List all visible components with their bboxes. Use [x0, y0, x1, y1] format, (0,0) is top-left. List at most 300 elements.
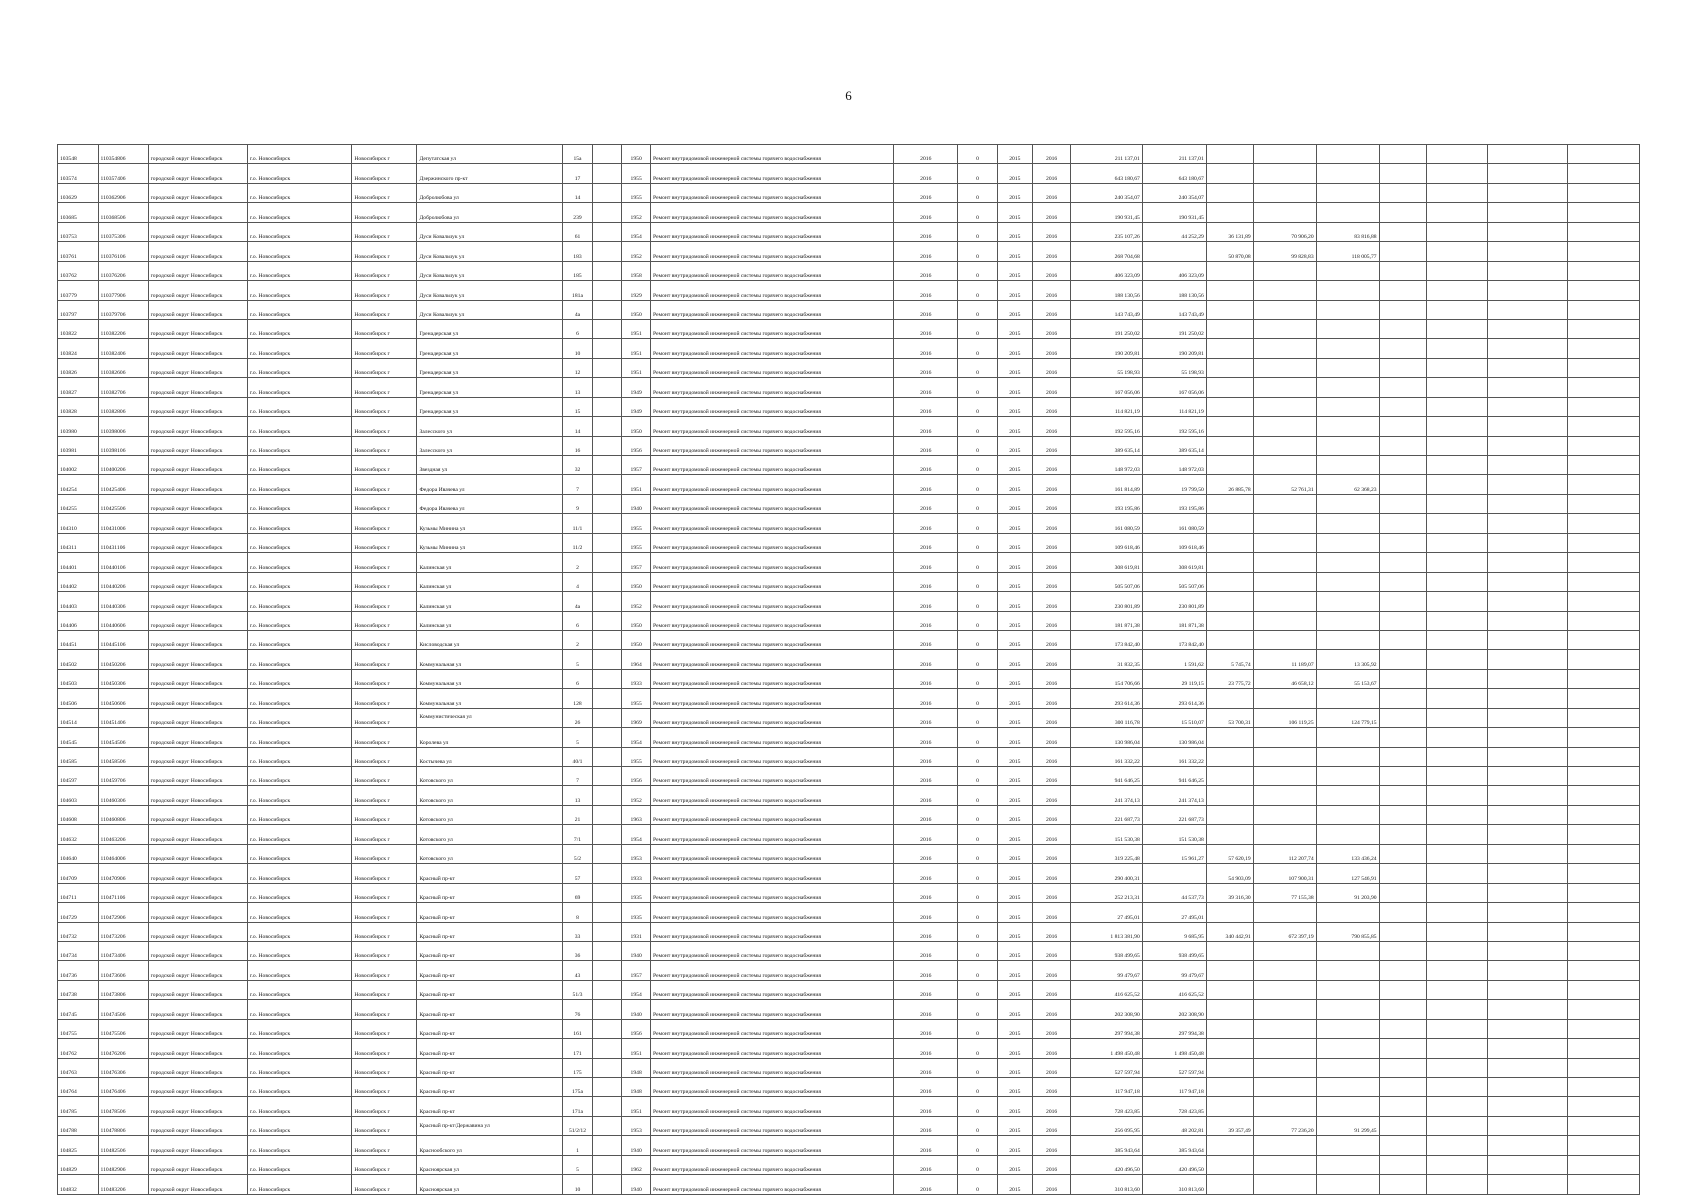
table-row	[58, 319, 1640, 338]
street-cell: Красный пр-кт	[417, 961, 562, 980]
table-row	[58, 805, 1640, 824]
cost-2-cell	[1206, 1019, 1253, 1038]
settlement-cell: г.о. Новосибирск	[247, 941, 352, 960]
cost-4-cell	[1316, 572, 1379, 591]
locality-cell: Новосибирск г	[352, 203, 417, 222]
house-cell: 7	[562, 767, 593, 786]
table-row	[58, 1000, 1640, 1019]
plan-year-cell: 2016	[894, 728, 958, 747]
house-cell: 36	[562, 941, 593, 960]
build-year-cell: 1950	[622, 572, 651, 591]
district-cell: городской округ Новосибирск	[148, 261, 247, 280]
total-cost-cell: 181 871,38	[1071, 611, 1142, 630]
plan-year-cell: 2016	[894, 689, 958, 708]
total-cost-cell: 297 994,38	[1071, 1019, 1142, 1038]
blank-cell	[1488, 747, 1568, 766]
blank-cell	[1488, 1175, 1568, 1194]
year-to-cell: 2016	[1032, 689, 1070, 708]
blank-cell	[1568, 261, 1640, 280]
street-cell: Коммунальная ул	[417, 669, 562, 688]
blank-cell	[1379, 805, 1426, 824]
settlement-cell: г.о. Новосибирск	[247, 261, 352, 280]
blank-cell	[1568, 961, 1640, 980]
blank-cell	[1488, 592, 1568, 611]
total-cost-cell: 55 198,93	[1071, 358, 1142, 377]
blank-cell	[1568, 203, 1640, 222]
cost-4-cell	[1316, 689, 1379, 708]
blank-cell	[593, 592, 622, 611]
code-cell: 110440606	[98, 611, 148, 630]
blank-cell	[1488, 1116, 1568, 1135]
table-row	[58, 592, 1640, 611]
id-cell: 104764	[58, 1078, 99, 1097]
build-year-cell: 1949	[622, 378, 651, 397]
build-year-cell: 1949	[622, 397, 651, 416]
locality-cell: Новосибирск г	[352, 1000, 417, 1019]
blank-cell	[1379, 1136, 1426, 1155]
year-to-cell: 2016	[1032, 281, 1070, 300]
cost-3-cell	[1253, 767, 1316, 786]
house-cell: 5	[562, 1155, 593, 1174]
cost-2-cell	[1206, 630, 1253, 649]
id-cell: 104632	[58, 825, 99, 844]
street-cell: Дуси Ковальчук ул	[417, 222, 562, 241]
build-year-cell: 1954	[622, 728, 651, 747]
blank-cell	[1426, 553, 1488, 572]
street-cell: Котовского ул	[417, 844, 562, 863]
house-cell: 61	[562, 222, 593, 241]
cost-4-cell	[1316, 456, 1379, 475]
cost-1-cell: 9 685,95	[1142, 922, 1206, 941]
cost-4-cell	[1316, 203, 1379, 222]
table-row	[58, 222, 1640, 241]
cost-4-cell: 13 305,92	[1316, 650, 1379, 669]
plan-year-cell: 2016	[894, 1019, 958, 1038]
blank-cell	[1488, 1155, 1568, 1174]
cost-2-cell	[1206, 145, 1253, 164]
cost-2-cell	[1206, 903, 1253, 922]
settlement-cell: г.о. Новосибирск	[247, 1019, 352, 1038]
zero-cell: 0	[958, 436, 997, 455]
cost-3-cell	[1253, 1136, 1316, 1155]
table-row	[58, 708, 1640, 727]
year-to-cell: 2016	[1032, 1155, 1070, 1174]
street-cell: Федора Ивачева ул	[417, 475, 562, 494]
year-to-cell: 2016	[1032, 475, 1070, 494]
year-from-cell: 2015	[997, 941, 1032, 960]
year-from-cell: 2015	[997, 183, 1032, 202]
code-cell: 110368506	[98, 203, 148, 222]
blank-cell	[1488, 961, 1568, 980]
locality-cell: Новосибирск г	[352, 592, 417, 611]
cost-2-cell	[1206, 961, 1253, 980]
zero-cell: 0	[958, 261, 997, 280]
house-cell: 32	[562, 456, 593, 475]
blank-cell	[1426, 844, 1488, 863]
district-cell: городской округ Новосибирск	[148, 417, 247, 436]
blank-cell	[1488, 708, 1568, 727]
table-row	[58, 1175, 1640, 1194]
build-year-cell: 1940	[622, 1000, 651, 1019]
work-type-cell: Ремонт внутридомовой инженерной системы горячего водоснабжения	[651, 339, 894, 358]
blank-cell	[1426, 1039, 1488, 1058]
zero-cell: 0	[958, 903, 997, 922]
blank-cell	[1426, 1155, 1488, 1174]
id-cell: 104514	[58, 708, 99, 727]
year-to-cell: 2016	[1032, 1078, 1070, 1097]
blank-cell	[1568, 553, 1640, 572]
blank-cell	[593, 805, 622, 824]
locality-cell: Новосибирск г	[352, 300, 417, 319]
settlement-cell: г.о. Новосибирск	[247, 164, 352, 183]
cost-4-cell: 124 779,15	[1316, 708, 1379, 727]
plan-year-cell: 2016	[894, 261, 958, 280]
cost-1-cell	[1142, 242, 1206, 261]
blank-cell	[1379, 825, 1426, 844]
house-cell: 40/1	[562, 747, 593, 766]
cost-1-cell: 193 195,86	[1142, 494, 1206, 513]
year-from-cell: 2015	[997, 358, 1032, 377]
work-type-cell: Ремонт внутридомовой инженерной системы горячего водоснабжения	[651, 1116, 894, 1135]
settlement-cell: г.о. Новосибирск	[247, 767, 352, 786]
blank-cell	[1568, 883, 1640, 902]
plan-year-cell: 2016	[894, 514, 958, 533]
district-cell: городской округ Новосибирск	[148, 222, 247, 241]
year-from-cell: 2015	[997, 669, 1032, 688]
blank-cell	[1488, 1078, 1568, 1097]
year-to-cell: 2016	[1032, 397, 1070, 416]
code-cell: 110425506	[98, 494, 148, 513]
year-from-cell: 2015	[997, 592, 1032, 611]
cost-4-cell	[1316, 767, 1379, 786]
district-cell: городской округ Новосибирск	[148, 669, 247, 688]
id-cell: 103826	[58, 358, 99, 377]
street-cell: Гренадерская ул	[417, 397, 562, 416]
work-type-cell: Ремонт внутридомовой инженерной системы горячего водоснабжения	[651, 844, 894, 863]
zero-cell: 0	[958, 319, 997, 338]
cost-4-cell	[1316, 786, 1379, 805]
plan-year-cell: 2016	[894, 164, 958, 183]
district-cell: городской округ Новосибирск	[148, 553, 247, 572]
locality-cell: Новосибирск г	[352, 281, 417, 300]
cost-4-cell: 55 153,67	[1316, 669, 1379, 688]
cost-2-cell	[1206, 183, 1253, 202]
blank-cell	[1488, 883, 1568, 902]
year-to-cell: 2016	[1032, 242, 1070, 261]
blank-cell	[1379, 1078, 1426, 1097]
cost-2-cell	[1206, 319, 1253, 338]
blank-cell	[1379, 339, 1426, 358]
district-cell: городской округ Новосибирск	[148, 961, 247, 980]
cost-3-cell	[1253, 1097, 1316, 1116]
cost-3-cell	[1253, 689, 1316, 708]
blank-cell	[1379, 883, 1426, 902]
blank-cell	[1426, 669, 1488, 688]
locality-cell: Новосибирск г	[352, 844, 417, 863]
cost-2-cell: 57 620,19	[1206, 844, 1253, 863]
district-cell: городской округ Новосибирск	[148, 805, 247, 824]
code-cell: 110473206	[98, 922, 148, 941]
year-from-cell: 2015	[997, 864, 1032, 883]
street-cell: Котовского ул	[417, 767, 562, 786]
cost-4-cell	[1316, 611, 1379, 630]
blank-cell	[593, 864, 622, 883]
id-cell: 104709	[58, 864, 99, 883]
blank-cell	[1426, 242, 1488, 261]
table-row	[58, 339, 1640, 358]
blank-cell	[1379, 203, 1426, 222]
year-from-cell: 2015	[997, 242, 1032, 261]
blank-cell	[1426, 533, 1488, 552]
blank-cell	[1568, 397, 1640, 416]
build-year-cell: 1950	[622, 630, 651, 649]
code-cell: 110382706	[98, 378, 148, 397]
work-type-cell: Ремонт внутридомовой инженерной системы горячего водоснабжения	[651, 203, 894, 222]
blank-cell	[1488, 436, 1568, 455]
cost-2-cell	[1206, 514, 1253, 533]
blank-cell	[1379, 456, 1426, 475]
blank-cell	[1488, 164, 1568, 183]
street-cell: Королева ул	[417, 728, 562, 747]
work-type-cell: Ремонт внутридомовой инженерной системы горячего водоснабжения	[651, 417, 894, 436]
blank-cell	[1379, 1039, 1426, 1058]
blank-cell	[593, 1039, 622, 1058]
table-row	[58, 378, 1640, 397]
plan-year-cell: 2016	[894, 145, 958, 164]
work-type-cell: Ремонт внутридомовой инженерной системы горячего водоснабжения	[651, 630, 894, 649]
zero-cell: 0	[958, 805, 997, 824]
street-cell: Калинская ул	[417, 572, 562, 591]
cost-1-cell: 293 614,36	[1142, 689, 1206, 708]
plan-year-cell: 2016	[894, 1000, 958, 1019]
locality-cell: Новосибирск г	[352, 1058, 417, 1077]
blank-cell	[593, 475, 622, 494]
blank-cell	[593, 786, 622, 805]
blank-cell	[593, 1000, 622, 1019]
house-cell: 5/2	[562, 844, 593, 863]
district-cell: городской округ Новосибирск	[148, 825, 247, 844]
total-cost-cell: 290 400,31	[1071, 864, 1142, 883]
plan-year-cell: 2016	[894, 767, 958, 786]
cost-2-cell	[1206, 728, 1253, 747]
settlement-cell: г.о. Новосибирск	[247, 456, 352, 475]
build-year-cell: 1951	[622, 339, 651, 358]
zero-cell: 0	[958, 1116, 997, 1135]
year-to-cell: 2016	[1032, 494, 1070, 513]
locality-cell: Новосибирск г	[352, 630, 417, 649]
locality-cell: Новосибирск г	[352, 222, 417, 241]
plan-year-cell: 2016	[894, 475, 958, 494]
work-type-cell: Ремонт внутридомовой инженерной системы горячего водоснабжения	[651, 922, 894, 941]
build-year-cell: 1935	[622, 903, 651, 922]
page-number: 6	[845, 88, 852, 103]
house-cell: 11/2	[562, 533, 593, 552]
table-row	[58, 164, 1640, 183]
blank-cell	[1568, 669, 1640, 688]
blank-cell	[1488, 728, 1568, 747]
work-type-cell: Ремонт внутридомовой инженерной системы горячего водоснабжения	[651, 319, 894, 338]
cost-3-cell	[1253, 339, 1316, 358]
id-cell: 104745	[58, 1000, 99, 1019]
district-cell: городской округ Новосибирск	[148, 339, 247, 358]
locality-cell: Новосибирск г	[352, 961, 417, 980]
cost-2-cell	[1206, 358, 1253, 377]
blank-cell	[593, 825, 622, 844]
blank-cell	[1379, 1058, 1426, 1077]
blank-cell	[1379, 1000, 1426, 1019]
id-cell: 104832	[58, 1175, 99, 1194]
blank-cell	[1379, 1175, 1426, 1194]
total-cost-cell: 235 107,26	[1071, 222, 1142, 241]
total-cost-cell: 319 225,48	[1071, 844, 1142, 863]
blank-cell	[1568, 145, 1640, 164]
total-cost-cell: 192 595,16	[1071, 417, 1142, 436]
cost-1-cell: 114 821,19	[1142, 397, 1206, 416]
cost-2-cell	[1206, 261, 1253, 280]
blank-cell	[1568, 844, 1640, 863]
work-type-cell: Ремонт внутридомовой инженерной системы горячего водоснабжения	[651, 1019, 894, 1038]
district-cell: городской округ Новосибирск	[148, 203, 247, 222]
id-cell: 104711	[58, 883, 99, 902]
year-from-cell: 2015	[997, 630, 1032, 649]
settlement-cell: г.о. Новосибирск	[247, 1058, 352, 1077]
locality-cell: Новосибирск г	[352, 825, 417, 844]
cost-4-cell	[1316, 397, 1379, 416]
build-year-cell: 1969	[622, 708, 651, 727]
blank-cell	[593, 417, 622, 436]
code-cell: 110450206	[98, 650, 148, 669]
build-year-cell: 1940	[622, 494, 651, 513]
blank-cell	[1379, 1097, 1426, 1116]
build-year-cell: 1958	[622, 261, 651, 280]
street-cell: Краснообского ул	[417, 1136, 562, 1155]
blank-cell	[1426, 1175, 1488, 1194]
locality-cell: Новосибирск г	[352, 319, 417, 338]
cost-3-cell: 106 119,25	[1253, 708, 1316, 727]
id-cell: 103629	[58, 183, 99, 202]
code-cell: 110354806	[98, 145, 148, 164]
plan-year-cell: 2016	[894, 1078, 958, 1097]
total-cost-cell: 300 116,78	[1071, 708, 1142, 727]
street-cell: Красный пр-кт	[417, 1078, 562, 1097]
total-cost-cell: 190 931,45	[1071, 203, 1142, 222]
house-cell: 183	[562, 242, 593, 261]
blank-cell	[1488, 941, 1568, 960]
blank-cell	[1488, 397, 1568, 416]
blank-cell	[1488, 922, 1568, 941]
year-to-cell: 2016	[1032, 319, 1070, 338]
house-cell: 4	[562, 572, 593, 591]
plan-year-cell: 2016	[894, 708, 958, 727]
id-cell: 104763	[58, 1058, 99, 1077]
district-cell: городской округ Новосибирск	[148, 1097, 247, 1116]
code-cell: 110470906	[98, 864, 148, 883]
plan-year-cell: 2016	[894, 456, 958, 475]
blank-cell	[593, 145, 622, 164]
street-cell: Коммунистическая ул	[417, 708, 562, 727]
blank-cell	[1379, 922, 1426, 941]
zero-cell: 0	[958, 883, 997, 902]
cost-4-cell	[1316, 1155, 1379, 1174]
cost-1-cell: 188 130,56	[1142, 281, 1206, 300]
house-cell: 76	[562, 1000, 593, 1019]
year-from-cell: 2015	[997, 261, 1032, 280]
id-cell: 104402	[58, 572, 99, 591]
settlement-cell: г.о. Новосибирск	[247, 1078, 352, 1097]
district-cell: городской округ Новосибирск	[148, 786, 247, 805]
cost-3-cell	[1253, 553, 1316, 572]
work-type-cell: Ремонт внутридомовой инженерной системы горячего водоснабжения	[651, 650, 894, 669]
table-row	[58, 281, 1640, 300]
locality-cell: Новосибирск г	[352, 1136, 417, 1155]
id-cell: 104310	[58, 514, 99, 533]
id-cell: 104734	[58, 941, 99, 960]
street-cell: Кузьмы Минина ул	[417, 533, 562, 552]
settlement-cell: г.о. Новосибирск	[247, 980, 352, 999]
district-cell: городской округ Новосибирск	[148, 1019, 247, 1038]
house-cell: 161	[562, 1019, 593, 1038]
locality-cell: Новосибирск г	[352, 611, 417, 630]
total-cost-cell: 202 308,90	[1071, 1000, 1142, 1019]
blank-cell	[1379, 786, 1426, 805]
total-cost-cell: 941 646,25	[1071, 767, 1142, 786]
house-cell: 239	[562, 203, 593, 222]
cost-3-cell	[1253, 417, 1316, 436]
blank-cell	[1379, 222, 1426, 241]
table-row	[58, 825, 1640, 844]
year-to-cell: 2016	[1032, 650, 1070, 669]
total-cost-cell: 211 137,01	[1071, 145, 1142, 164]
blank-cell	[1426, 378, 1488, 397]
blank-cell	[1379, 397, 1426, 416]
code-cell: 110483206	[98, 1175, 148, 1194]
plan-year-cell: 2016	[894, 417, 958, 436]
code-cell: 110482906	[98, 1155, 148, 1174]
blank-cell	[1379, 281, 1426, 300]
cost-4-cell	[1316, 378, 1379, 397]
cost-2-cell	[1206, 1155, 1253, 1174]
total-cost-cell: 420 496,50	[1071, 1155, 1142, 1174]
work-type-cell: Ремонт внутридомовой инженерной системы горячего водоснабжения	[651, 592, 894, 611]
cost-1-cell: 19 799,50	[1142, 475, 1206, 494]
blank-cell	[593, 261, 622, 280]
cost-1-cell: 297 994,38	[1142, 1019, 1206, 1038]
year-to-cell: 2016	[1032, 300, 1070, 319]
settlement-cell: г.о. Новосибирск	[247, 417, 352, 436]
blank-cell	[1488, 1039, 1568, 1058]
blank-cell	[1568, 436, 1640, 455]
blank-cell	[1488, 689, 1568, 708]
zero-cell: 0	[958, 553, 997, 572]
blank-cell	[593, 669, 622, 688]
work-type-cell: Ремонт внутридомовой инженерной системы горячего водоснабжения	[651, 883, 894, 902]
year-to-cell: 2016	[1032, 728, 1070, 747]
locality-cell: Новосибирск г	[352, 456, 417, 475]
total-cost-cell: 27 495,01	[1071, 903, 1142, 922]
plan-year-cell: 2016	[894, 961, 958, 980]
blank-cell	[1568, 514, 1640, 533]
table-row	[58, 922, 1640, 941]
blank-cell	[1379, 514, 1426, 533]
blank-cell	[1426, 261, 1488, 280]
plan-year-cell: 2016	[894, 611, 958, 630]
blank-cell	[1568, 1155, 1640, 1174]
build-year-cell: 1955	[622, 514, 651, 533]
zero-cell: 0	[958, 533, 997, 552]
plan-year-cell: 2016	[894, 533, 958, 552]
cost-4-cell	[1316, 261, 1379, 280]
settlement-cell: г.о. Новосибирск	[247, 183, 352, 202]
